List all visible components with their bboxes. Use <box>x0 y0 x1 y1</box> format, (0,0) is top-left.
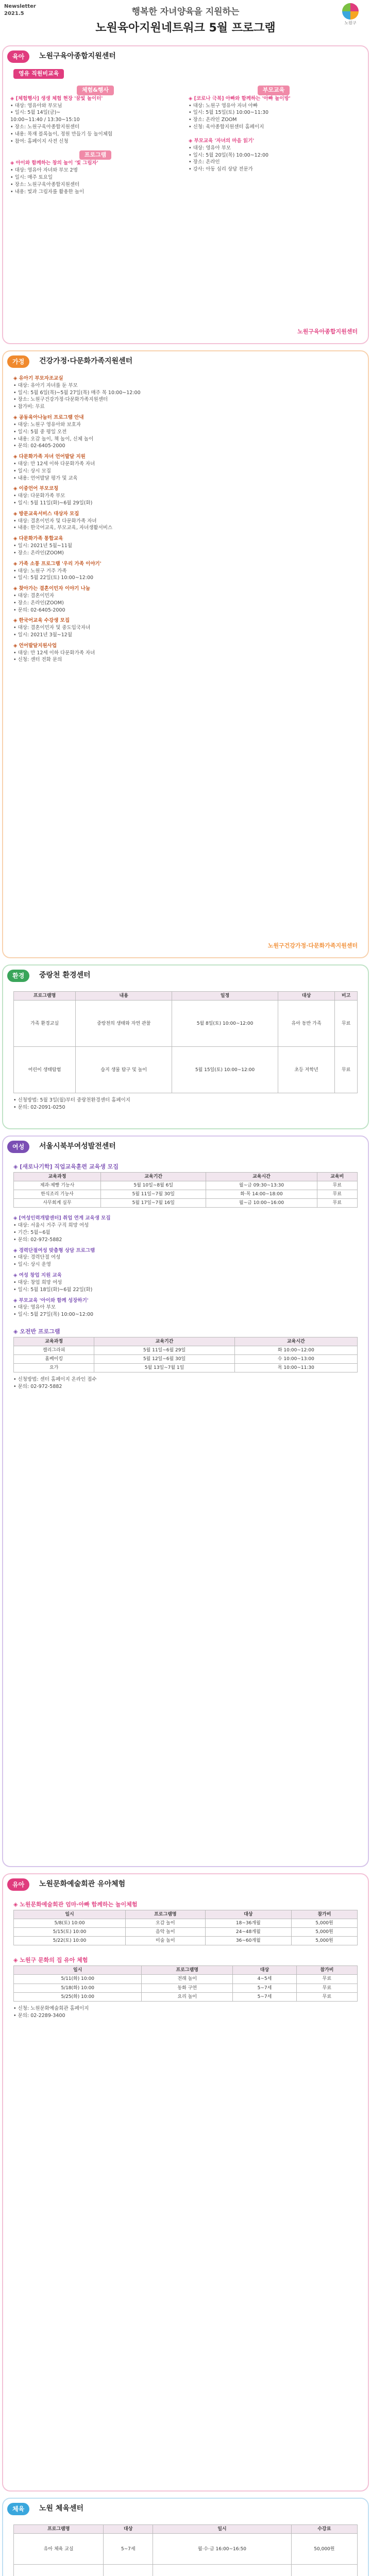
table-header: 프로그램명 <box>14 992 76 1001</box>
table-cell: 5,000원 <box>291 1919 357 1927</box>
family-item: • 일시: 5월 22일(토) 10:00~12:00 <box>13 575 94 581</box>
women-item: • 일시: 5월 18일(화)~6월 22일(화) <box>13 1286 93 1293</box>
district-logo <box>338 3 363 26</box>
table-header: 참가비 <box>291 1910 357 1919</box>
subheading: ◈ 오전반 프로그램 <box>13 1328 60 1335</box>
note: • 문의: 02-2289-3400 <box>13 2012 65 2019</box>
family-item: ◈ 이중언어 부모코칭 <box>13 486 59 492</box>
newsletter-date: 2021.5 <box>4 11 24 16</box>
table-header: 교육시간 <box>234 1337 357 1346</box>
note: • 신청방법: 5월 3일(월)부터 중랑천환경센터 홈페이지 <box>13 1097 130 1104</box>
table-cell: 5월 11일~7월 30일 <box>101 1190 206 1199</box>
table-row <box>14 1984 358 1992</box>
subheading: ◈ 노원문화예술회관 엄마·아빠 함께하는 놀이체험 <box>13 1901 138 1908</box>
table-cell: 습지 생물 탐구 및 놀이 <box>76 1047 172 1093</box>
family-item: • 일시: 5월 중 평일 오전 <box>13 429 67 435</box>
table-row <box>14 1919 358 1927</box>
table-row <box>14 1001 358 1047</box>
women-item: • 대상: 창업 희망 여성 <box>13 1279 62 1285</box>
family-item: • 일시: 2021년 5월~11월 <box>13 543 73 549</box>
section-title: 노원 체육센터 <box>39 2504 84 2513</box>
family-item: ◈ 언어발달지원사업 <box>13 642 57 649</box>
table-header: 프로그램명 <box>126 1910 206 1919</box>
table-cell: 홈베이킹 <box>14 1355 94 1364</box>
family-item: • 신청: 센터 전화 문의 <box>13 657 62 663</box>
table-cell: 5월 8일(토) 10:00~12:00 <box>172 1001 278 1047</box>
note: • 신청: 노원문화예술회관 홈페이지 <box>13 2005 89 2011</box>
table-header: 일시 <box>14 1910 126 1919</box>
family-item: • 내용: 한국어교육, 부모교육, 자녀생활서비스 <box>13 525 113 531</box>
table-cell: 무료 <box>296 1992 357 2001</box>
table-header: 대상 <box>278 992 335 1001</box>
table-cell: 요리 놀이 <box>142 1992 233 2001</box>
section-title: 노원문화예술회관 유아체험 <box>39 1880 126 1888</box>
family-item: • 참가비: 무료 <box>13 404 45 410</box>
section-title: 중랑천 환경센터 <box>39 971 91 979</box>
left-line: • 장소: 노원구육아종합지원센터 <box>10 124 80 130</box>
table-cell: 5월 17일~7월 16일 <box>101 1199 206 1208</box>
table-cell: 무료 <box>317 1181 357 1190</box>
table-header: 대상 <box>205 1910 291 1919</box>
family-item: • 대상: 노원구 거주 가족 <box>13 568 67 574</box>
right-line-2: • 대상: 영유아 부모 <box>189 145 231 151</box>
table-cell: 유아 체육 교실 <box>14 2534 104 2565</box>
table-cell: 목 10:00~11:30 <box>234 1364 357 1372</box>
family-item: • 일시: 2021년 3월~12월 <box>13 632 73 638</box>
right-line-2: • 일시: 5월 20일(목) 10:00~12:00 <box>189 152 269 158</box>
center-tag: 영유 직원비교육 <box>13 69 64 79</box>
table-row <box>14 1928 358 1937</box>
table-cell <box>14 2565 104 2576</box>
table-cell: 초등 저학년 <box>278 1047 335 1093</box>
women-item: • 대상: 영유아 부모 <box>13 1304 56 1311</box>
family-item: • 일시: 상시 모집 <box>13 468 51 474</box>
table-row <box>14 1199 358 1208</box>
right-line: ◈ [코로나 극복] 아빠와 함께하는 '아빠 놀이방' <box>189 95 291 101</box>
family-item: ◈ 다문화가족 자녀 언어발달 지원 <box>13 454 86 460</box>
women-item: • 일시: 상시 운영 <box>13 1262 51 1268</box>
table-header: 수강료 <box>291 2525 357 2534</box>
family-item: • 문의: 02-6405-2000 <box>13 607 65 613</box>
family-item: • 내용: 오감 놀이, 책 놀이, 신체 놀이 <box>13 436 94 442</box>
table-header: 일정 <box>172 992 278 1001</box>
family-item: • 대상: 유아기 자녀를 둔 부모 <box>13 382 78 388</box>
table-header: 참가비 <box>296 1966 357 1975</box>
table-cell: 무료 <box>317 1199 357 1208</box>
right-column <box>189 86 359 174</box>
table-cell: 수 10:00~13:00 <box>234 1355 357 1364</box>
family-item: • 장소: 온라인(ZOOM) <box>13 550 64 556</box>
table-cell: 사무회계 실무 <box>14 1199 101 1208</box>
table-cell <box>153 2565 292 2576</box>
note: • 신청방법: 센터 홈페이지 온라인 접수 <box>13 1377 97 1383</box>
table-cell: 월~금 10:00~16:00 <box>206 1199 317 1208</box>
header-subtitle: 행복한 자녀양육을 지원하는 <box>131 7 240 17</box>
table-cell: 음악 놀이 <box>126 1928 206 1937</box>
table-header: 교육과정 <box>14 1337 94 1346</box>
women-item: • 문의: 02-972-5882 <box>13 1236 62 1243</box>
women-item: • 일시: 5월 27일(목) 10:00~12:00 <box>13 1312 94 1318</box>
table-header: 내용 <box>76 992 172 1001</box>
family-item: • 대상: 노원구 영유아와 보호자 <box>13 421 81 428</box>
table-cell: 5월 10일~8월 6일 <box>101 1181 206 1190</box>
family-item: • 대상: 결혼이민자 <box>13 592 55 599</box>
section-arts-center <box>2 1873 369 2492</box>
table-row <box>14 1937 358 1945</box>
family-item: ◈ 방문교육서비스 대상자 모집 <box>13 511 79 517</box>
table-row <box>14 1047 358 1093</box>
women-item: • 대상: 서울시 거주 구직 희망 여성 <box>13 1223 89 1229</box>
right-line: • 장소: 온라인 ZOOM <box>189 117 237 123</box>
table-cell: 5/18(화) 10:00 <box>14 1984 142 1992</box>
family-item: ◈ 다문화가족 통합교육 <box>13 536 63 542</box>
left-line-2: • 일시: 매주 토요일 <box>10 175 53 180</box>
right-tag: 부모교육 <box>258 86 290 95</box>
left-line: 10:00~11:40 / 13:30~15:10 <box>10 117 80 123</box>
note: • 문의: 02-972-5882 <box>13 1384 62 1390</box>
table-header: 일시 <box>153 2525 292 2534</box>
family-item: ◈ 한국어교육 수강생 모집 <box>13 618 70 624</box>
table-cell: 화·목 14:00~18:00 <box>206 1190 317 1199</box>
section-footer-note: 노원구육아종합지원센터 <box>297 328 358 335</box>
table-cell: 5월 11일~6월 29일 <box>94 1346 234 1354</box>
left-tag: 체험&행사 <box>77 86 114 95</box>
table-cell: 5,000원 <box>291 1937 357 1945</box>
family-item: • 내용: 언어발달 평가 및 교육 <box>13 475 78 481</box>
table-row <box>14 2565 358 2576</box>
table-cell: 어린이 생태탐험 <box>14 1047 76 1093</box>
table-cell: 무료 <box>335 1047 358 1093</box>
table-header: 대상 <box>233 1966 297 1975</box>
table-cell: 50,000원 <box>291 2534 357 2565</box>
left-column <box>10 86 180 196</box>
section-environment-center <box>2 964 369 1129</box>
table-cell: 5/22(토) 10:00 <box>14 1937 126 1945</box>
family-item: ◈ 찾아가는 결혼이민자 이야기 나눔 <box>13 586 91 592</box>
table-cell: 5,000원 <box>291 1928 357 1937</box>
right-line-2: • 장소: 온라인 <box>189 159 220 165</box>
table-cell: 요가 <box>14 1364 94 1372</box>
logo-text: 노원구 <box>344 21 357 25</box>
table-cell: 동화 구연 <box>142 1984 233 1992</box>
table-cell: 오감 놀이 <box>126 1919 206 1927</box>
family-item: ◈ 가족 소통 프로그램 '우리 가족 이야기' <box>13 561 102 567</box>
women-table <box>13 1172 358 1208</box>
table-row <box>14 1975 358 1984</box>
table-header: 교육비 <box>317 1172 357 1181</box>
table-cell: 유아 동반 가족 <box>278 1001 335 1047</box>
arts-table <box>13 1910 358 1946</box>
women-item: ◈ 부모교육 '아이와 함께 성장하기' <box>13 1297 89 1303</box>
table-row <box>14 1181 358 1190</box>
table-cell: 한식조리 기능사 <box>14 1190 101 1199</box>
table-cell: 월·수·금 16:00~16:50 <box>153 2534 292 2565</box>
table-row <box>14 1346 358 1354</box>
table-cell: 무료 <box>317 1190 357 1199</box>
family-item: • 장소: 온라인(ZOOM) <box>13 600 64 606</box>
table-cell: 4~5세 <box>233 1975 297 1984</box>
women-item: • 기간: 5월~6월 <box>13 1230 50 1236</box>
family-item: • 대상: 결혼이민자 및 다문화가족 자녀 <box>13 518 97 524</box>
table-cell: 5/15(토) 10:00 <box>14 1928 126 1937</box>
women-item: • 대상: 경력단절 여성 <box>13 1255 61 1261</box>
table-cell: 제과·제빵 기능사 <box>14 1181 101 1190</box>
table-header: 프로그램명 <box>14 2525 104 2534</box>
women-item: ◈ 경력단절여성 맞춤형 상담 프로그램 <box>13 1247 95 1253</box>
table-cell: 24~48개월 <box>205 1928 291 1937</box>
logo-icon <box>342 3 359 20</box>
section-badge: 육아 <box>7 50 29 63</box>
table-cell: 5/25(화) 10:00 <box>14 1992 142 2001</box>
table-header: 교육과정 <box>14 1172 101 1181</box>
right-line: • 대상: 노원구 영유아 자녀 아빠 <box>189 103 258 109</box>
sports-table <box>13 2524 358 2576</box>
left-line: • 참여: 홈페이지 사전 신청 <box>10 138 69 144</box>
note: • 문의: 02-2091-0250 <box>13 1104 65 1110</box>
family-item: • 대상: 만 12세 이하 다문화가족 자녀 <box>13 461 95 467</box>
table-cell: 무료 <box>296 1984 357 1992</box>
subheading: ◈ 노원구 문화의 집 유아 체험 <box>13 1957 88 1964</box>
table-row <box>14 1992 358 2001</box>
women-item: ◈ 여성 창업 지원 교육 <box>13 1273 62 1279</box>
left-line: • 일시: 5월 14일(금)~ <box>10 110 61 116</box>
left-line: ◈ [체험행사] 생생 체험 현장 '꿈빛 놀이터' <box>10 95 103 101</box>
subheading: ◈ [새로나기학] 직업교육훈련 교육생 모집 <box>13 1163 119 1170</box>
table-cell: 5월 13일~7월 1일 <box>94 1364 234 1372</box>
table-cell: 화 10:00~12:00 <box>234 1346 357 1354</box>
right-line: • 신청: 육아종합지원센터 홈페이지 <box>189 124 264 130</box>
table-row <box>14 1364 358 1372</box>
table-cell: 5~7세 <box>233 1984 297 1992</box>
table-header: 비고 <box>335 992 358 1001</box>
table-cell: 무료 <box>335 1001 358 1047</box>
section-badge: 유아 <box>7 1878 29 1891</box>
section-childcare-center <box>2 45 369 344</box>
section-footer-note: 노원구건강가정·다문화가족지원센터 <box>267 942 358 950</box>
table-cell: 가족 환경교실 <box>14 1001 76 1047</box>
section-title: 건강가정·다문화가족지원센터 <box>39 357 133 365</box>
table-header: 교육기간 <box>94 1337 234 1346</box>
table-cell: 전래 놀이 <box>142 1975 233 1984</box>
family-item: ◈ 유아기 부모자조교실 <box>13 376 63 381</box>
right-line-2: ◈ 부모교육 '자녀의 마음 읽기' <box>189 138 255 144</box>
table-cell: 5월 12일~6월 30일 <box>94 1355 234 1364</box>
women-table-2 <box>13 1337 358 1373</box>
arts-table-2 <box>13 1965 358 2002</box>
table-cell: 월~금 09:30~13:30 <box>206 1181 317 1190</box>
left-line: • 내용: 목재 블록놀이, 정원 만들기 등 놀이체험 <box>10 131 113 137</box>
right-line-2: • 강사: 아동 심리 상담 전문가 <box>189 166 253 173</box>
family-item: ◈ 공동육아나눔터 프로그램 안내 <box>13 415 84 421</box>
left-tag-2: 프로그램 <box>79 150 112 160</box>
left-line-2: • 대상: 영유아 자녀와 부모 2명 <box>10 167 78 174</box>
family-item: • 일시: 5월 11일(화)~6월 29일(화) <box>13 500 93 506</box>
section-badge: 여성 <box>7 1141 29 1153</box>
table-header: 프로그램명 <box>142 1966 233 1975</box>
section-badge: 체육 <box>7 2503 29 2515</box>
table-cell: 무료 <box>296 1975 357 1984</box>
section-sports-center <box>2 2498 369 2576</box>
left-line: • 대상: 영유아와 부모님 <box>10 103 62 109</box>
family-items <box>13 375 358 664</box>
table-row <box>14 2534 358 2565</box>
newsletter-label: Newsletter <box>4 4 36 9</box>
table-header: 교육시간 <box>206 1172 317 1181</box>
table-cell: 미술 놀이 <box>126 1937 206 1945</box>
table-row <box>14 1190 358 1199</box>
section-title: 노원구육아종합지원센터 <box>39 52 116 60</box>
section-women-center <box>2 1136 369 1867</box>
section-badge: 환경 <box>7 970 29 982</box>
table-cell <box>291 2565 357 2576</box>
left-line-2: • 장소: 노원구육아종합지원센터 <box>10 181 80 188</box>
table-cell: 36~60개월 <box>205 1937 291 1945</box>
newsletter-header <box>0 0 371 41</box>
table-cell: 5~7세 <box>104 2534 153 2565</box>
family-item: • 문의: 02-6405-2000 <box>13 443 65 449</box>
table-cell: 5/8(토) 10:00 <box>14 1919 126 1927</box>
family-item: • 대상: 다문화가족 부모 <box>13 493 65 499</box>
table-header: 일시 <box>14 1966 142 1975</box>
table-row <box>14 1355 358 1364</box>
table-cell: 5/11(화) 10:00 <box>14 1975 142 1984</box>
section-family-center <box>2 350 369 958</box>
header-title: 노원육아지원네트워크 5월 프로그램 <box>95 22 276 35</box>
section-title: 서울시북부여성발전센터 <box>39 1142 116 1150</box>
right-line: • 일시: 5월 15일(토) 10:00~11:30 <box>189 110 269 116</box>
table-cell: 중랑천의 생태와 자연 관찰 <box>76 1001 172 1047</box>
table-cell: 5월 15일(토) 10:00~12:00 <box>172 1047 278 1093</box>
family-item: • 장소: 노원구건강가정·다문화가족지원센터 <box>13 397 108 403</box>
table-cell <box>104 2565 153 2576</box>
table-cell: 캘리그라피 <box>14 1346 94 1354</box>
women-item: ◈ [여성인력개발센터] 취업 연계 교육생 모집 <box>13 1215 111 1222</box>
family-item: • 대상: 결혼이민자 및 중도입국자녀 <box>13 625 91 631</box>
left-line-2: ◈ 아이와 함께하는 창의 놀이 '빛 그림자' <box>10 160 98 166</box>
table-header: 교육기간 <box>101 1172 206 1181</box>
family-item: • 대상: 만 12세 이하 다문화가족 자녀 <box>13 650 95 656</box>
left-line-2: • 내용: 빛과 그림자를 활용한 놀이 <box>10 189 85 195</box>
family-item: • 일시: 5월 6일(목)~5월 27일(목) 매주 목 10:00~12:00 <box>13 389 141 396</box>
environment-table <box>13 991 358 1093</box>
table-cell: 18~36개월 <box>205 1919 291 1927</box>
table-header: 대상 <box>104 2525 153 2534</box>
table-cell: 5~7세 <box>233 1992 297 2001</box>
section-badge: 가정 <box>7 355 29 368</box>
